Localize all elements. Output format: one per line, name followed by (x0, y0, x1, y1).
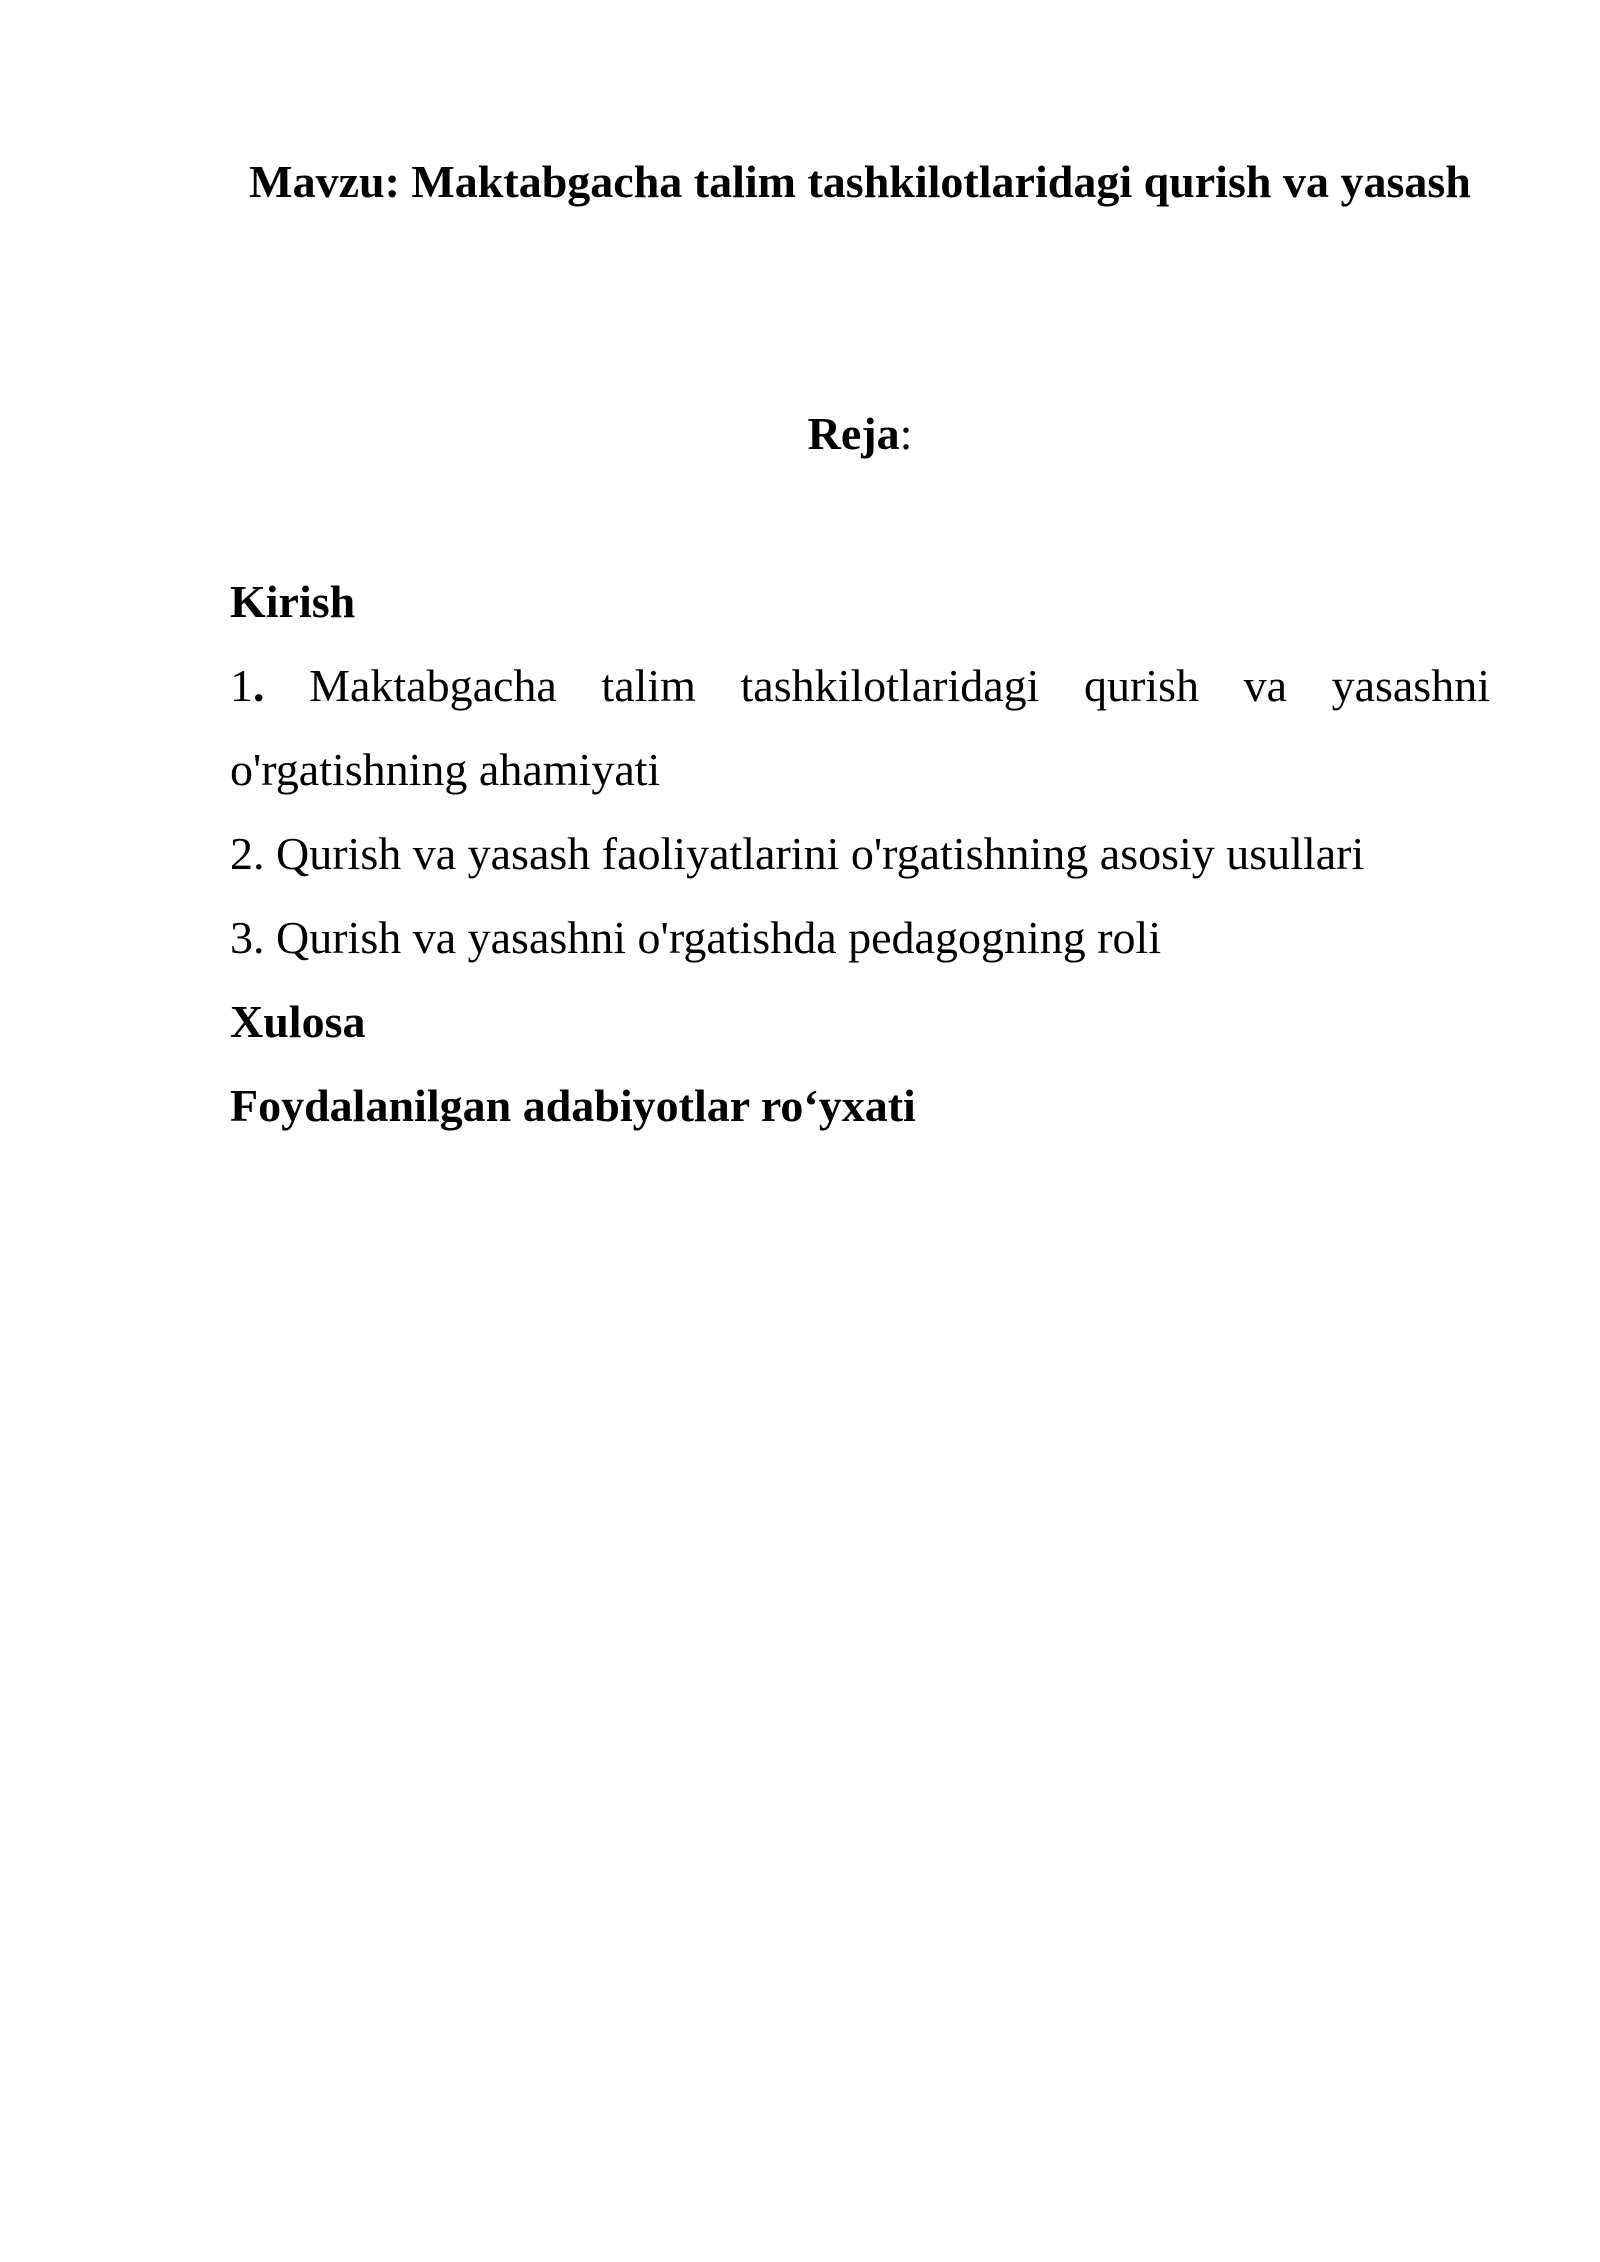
plan-heading-colon: : (899, 408, 913, 459)
plan-heading (230, 392, 1490, 476)
plan-item-3: 3. Qurish va yasashni o'rgatishda pedagogning roli (230, 912, 1162, 963)
plan-heading-word: Reja (807, 408, 900, 459)
plan-item-1-text: Maktabgacha talim tashkilotlaridagi qurish va yasashni o'rgatishning ahamiyati (230, 660, 1490, 795)
document-title: Mavzu: Maktabgacha talim tashkilotlaridagi qurish va yasash (249, 156, 1471, 207)
plan-item-1-dot: . (253, 660, 265, 711)
plan-references: Foydalanilgan adabiyotlar ro‘yxati (230, 1080, 916, 1131)
plan-item-2: 2. Qurish va yasash faoliyatlarini o'rgatishning asosiy usullari (230, 828, 1365, 879)
plan-item-1-number: 1 (230, 660, 253, 711)
plan-list (230, 560, 1490, 1148)
plan-conclusion: Xulosa (230, 996, 366, 1047)
plan-intro: Kirish (230, 576, 356, 627)
plan-item-1 (230, 644, 1490, 812)
